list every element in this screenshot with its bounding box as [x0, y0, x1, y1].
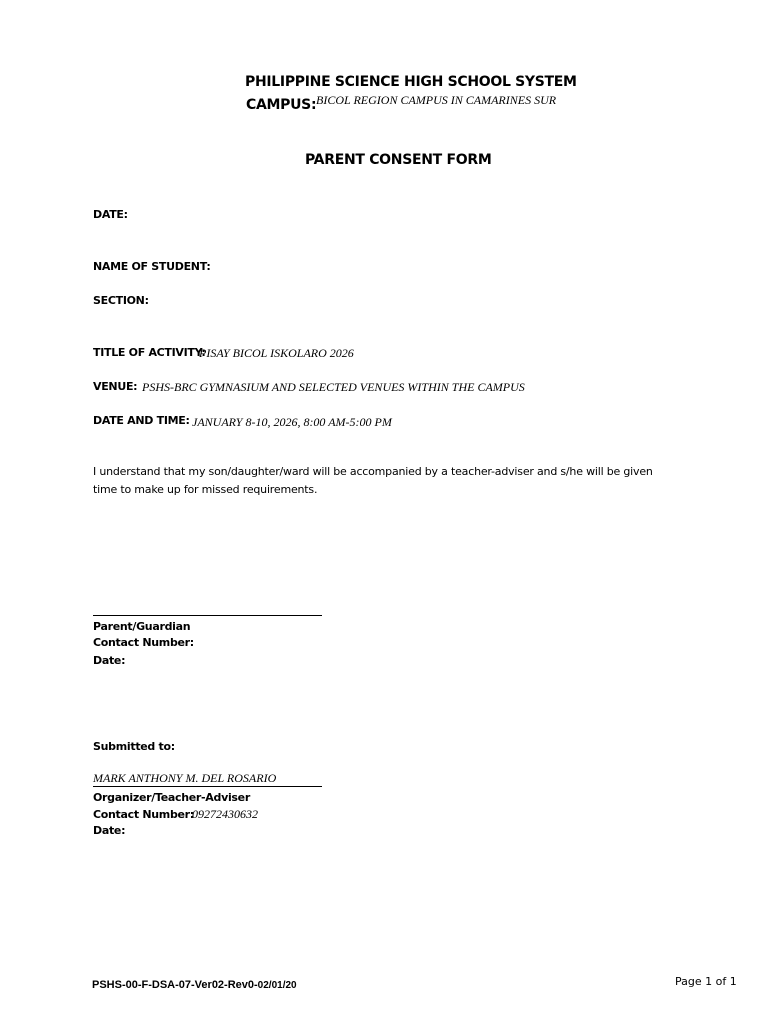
parent-contact-label: Contact Number:	[93, 636, 194, 649]
section-label: SECTION:	[93, 294, 149, 307]
school-name: PHILIPPINE SCIENCE HIGH SCHOOL SYSTEM	[245, 74, 577, 90]
parent-signature-line	[93, 615, 322, 616]
submitted-to-label: Submitted to:	[93, 740, 175, 753]
student-name-label: NAME OF STUDENT:	[93, 260, 211, 273]
page-number: Page 1 of 1	[675, 975, 737, 988]
activity-title-label: TITLE OF ACTIVITY:	[93, 346, 206, 359]
parent-guardian-label: Parent/Guardian	[93, 620, 191, 633]
document-code-main: PSHS-00-F-DSA-07-Ver02-Rev0-	[92, 979, 258, 991]
campus-label: CAMPUS:	[246, 97, 317, 113]
adviser-name: MARK ANTHONY M. DEL ROSARIO	[93, 771, 277, 785]
form-title: PARENT CONSENT FORM	[305, 152, 492, 168]
adviser-signature-line	[93, 786, 322, 787]
activity-title-value: PISAY BICOL ISKOLARO 2026	[199, 346, 354, 360]
adviser-role-label: Organizer/Teacher-Adviser	[93, 791, 250, 804]
consent-statement: I understand that my son/daughter/ward will be accompanied by a teacher-adviser and s/he will be given time to make up for missed requirements.	[93, 465, 653, 496]
document-code	[92, 975, 297, 993]
date-time-label: DATE AND TIME:	[93, 414, 190, 427]
date-label: DATE:	[93, 208, 128, 221]
document-code-date: 02/01/20	[257, 980, 297, 991]
parent-date-label: Date:	[93, 654, 126, 667]
adviser-contact-label: Contact Number:	[93, 808, 194, 821]
adviser-date-label: Date:	[93, 824, 126, 837]
adviser-contact-value: 09272430632	[192, 807, 258, 821]
venue-label: VENUE:	[93, 380, 138, 393]
date-time-value: JANUARY 8-10, 2026, 8:00 AM-5:00 PM	[192, 415, 392, 429]
venue-value: PSHS-BRC GYMNASIUM AND SELECTED VENUES WITHIN THE CAMPUS	[142, 380, 525, 394]
campus-value: BICOL REGION CAMPUS IN CAMARINES SUR	[316, 93, 557, 107]
